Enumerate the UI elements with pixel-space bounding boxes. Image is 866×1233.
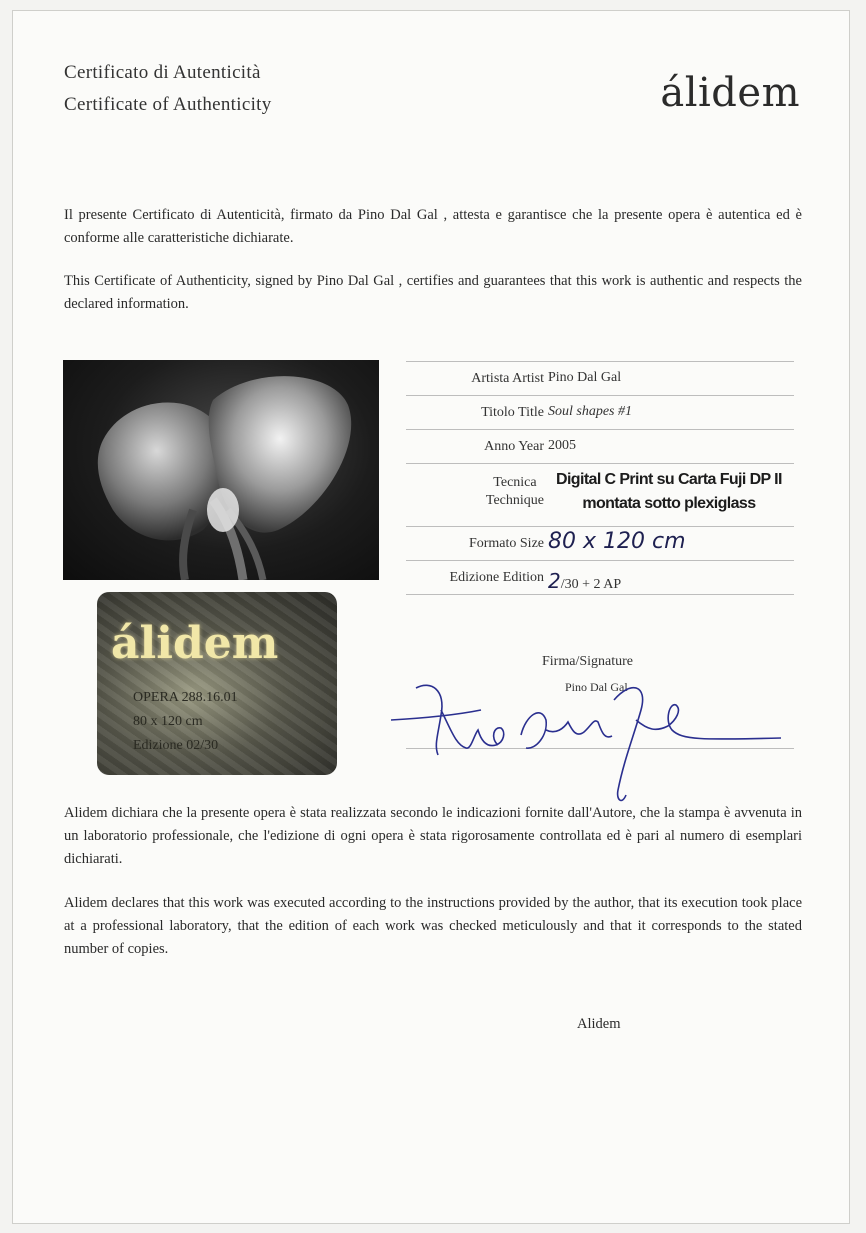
intro-italian: Il presente Certificato di Autenticità, firmato da Pino Dal Gal , attesta e garantisce che la presente opera è autentica ed è conforme alle caratteristiche dichiarate. xyxy=(64,207,802,246)
row-artist xyxy=(406,362,794,396)
edition-total: /30 + 2 AP xyxy=(560,577,622,592)
row-title xyxy=(406,396,794,430)
edition-number: 2 xyxy=(548,569,561,593)
technique-value-line-1: Digital C Print su Carta Fuji DP II xyxy=(556,471,782,488)
intro-english: This Certificate of Authenticity, signed by Pino Dal Gal , certifies and guarantees that this work is authentic and respects the declared information. xyxy=(64,273,802,312)
calla-lily-image xyxy=(63,360,379,580)
year-value: 2005 xyxy=(548,438,576,453)
title-english: Certificate of Authenticity xyxy=(64,94,272,115)
title-value: Soul shapes #1 xyxy=(548,404,632,419)
artist-label: Artista Artist xyxy=(471,371,544,386)
artwork-details-table xyxy=(406,361,794,595)
title-label: Titolo Title xyxy=(481,405,544,420)
year-label: Anno Year xyxy=(484,439,544,454)
closing-signatory: Alidem xyxy=(577,1016,621,1032)
declaration-italian: Alidem dichiara che la presente opera è stata realizzata secondo le indicazioni fornite dall'Autore, che la stampa è avvenuta in un laboratorio professionale, che l'edizione di ogni opera è stata rigorosamente controllata ed è pari al numero di esemplari dichiarati. xyxy=(64,805,802,867)
hologram-line-3: Edizione 02/30 xyxy=(133,738,219,753)
handwritten-signature xyxy=(386,660,786,810)
technique-label xyxy=(486,474,544,510)
technique-label-en: Technique xyxy=(485,493,544,508)
technique-value-line-2: montata sotto plexiglass xyxy=(582,495,756,512)
alidem-logo: álidem xyxy=(660,70,800,116)
artist-value: Pino Dal Gal xyxy=(548,370,622,385)
row-technique xyxy=(406,464,794,527)
signature-label: Firma/Signature xyxy=(542,654,633,669)
row-year xyxy=(406,430,794,464)
hologram-logo: álidem xyxy=(111,618,279,669)
row-edition xyxy=(406,561,794,595)
edition-value xyxy=(548,569,621,593)
signature-printed-name: Pino Dal Gal xyxy=(565,680,628,694)
declaration-english: Alidem declares that this work was executed according to the instructions provided by the author, that its execution took place at a professional laboratory, that the edition of each work was checked meticulously and that it corresponds to the stated number of copies. xyxy=(64,895,802,957)
technique-value xyxy=(556,468,782,516)
title-italian: Certificato di Autenticità xyxy=(64,62,261,83)
size-value: 80 x 120 cm xyxy=(548,529,686,554)
size-label: Formato Size xyxy=(468,536,544,551)
hologram-line-1: OPERA 288.16.01 xyxy=(133,690,238,705)
edition-label: Edizione Edition xyxy=(449,570,544,585)
authenticity-hologram xyxy=(97,592,337,775)
row-size xyxy=(406,527,794,561)
artwork-photo xyxy=(63,360,379,580)
hologram-line-2: 80 x 120 cm xyxy=(133,714,203,729)
technique-label-it: Tecnica xyxy=(493,475,537,490)
